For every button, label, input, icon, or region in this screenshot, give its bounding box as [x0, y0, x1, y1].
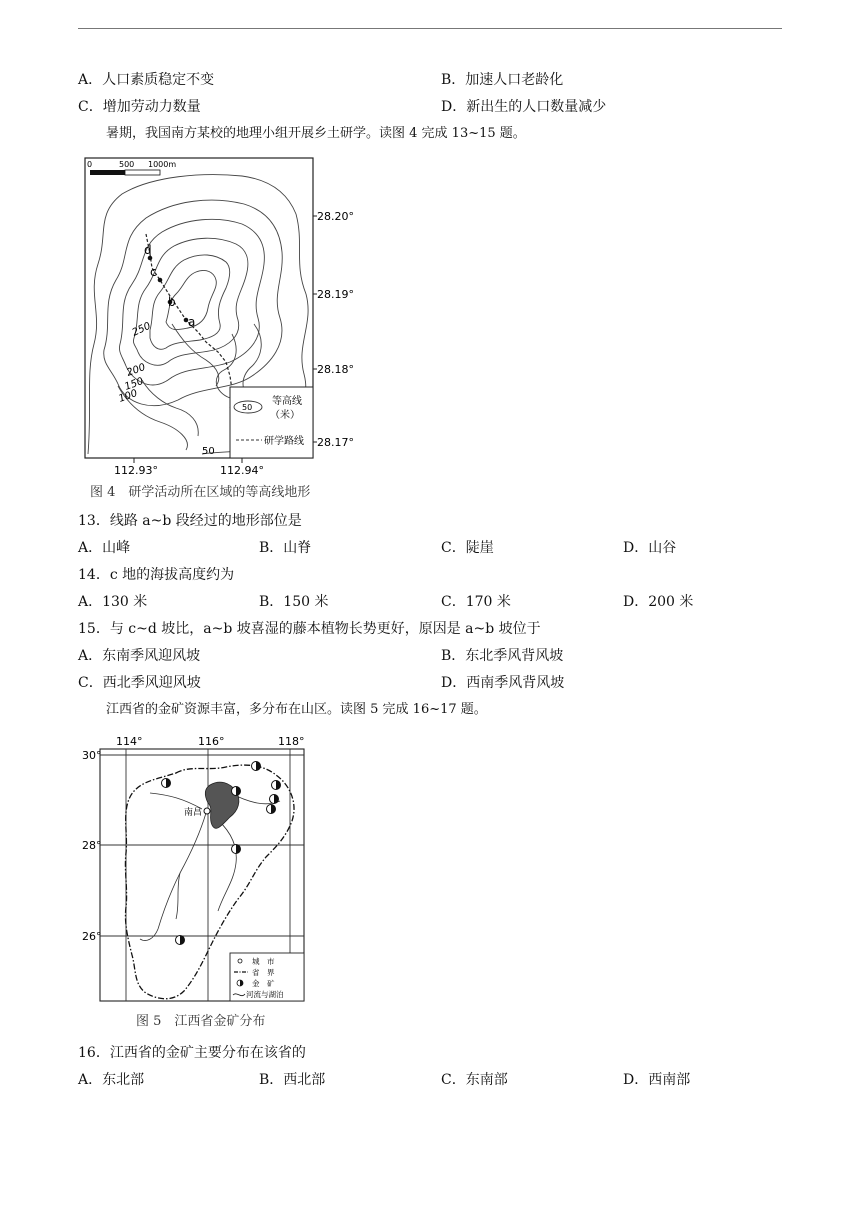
contour-label-200: 200	[125, 361, 147, 379]
q14-option-a[interactable]: A．130 米	[78, 594, 148, 610]
gold-mine	[267, 805, 276, 814]
lat-label-2817: 28.17°	[317, 436, 354, 449]
lat-label-2819: 28.19°	[317, 288, 354, 301]
q13-option-c[interactable]: C．陡崖	[441, 540, 494, 556]
lat5-26: 26°	[82, 930, 102, 943]
city-nanchang-label: 南昌	[184, 808, 203, 818]
lon-label-11294: 112.94°	[220, 464, 264, 477]
legend-contour-name: 等高线	[272, 396, 302, 407]
legend5-border: 省 界	[252, 968, 275, 977]
q14-option-d[interactable]: D．200 米	[623, 594, 694, 610]
point-c-label: c	[150, 265, 157, 279]
gold-mine	[252, 762, 261, 771]
q13-stem: 13．线路 a~b 段经过的地形部位是	[78, 513, 302, 529]
q12-option-c[interactable]: C．增加劳动力数量	[78, 99, 201, 115]
q15-option-c[interactable]: C．西北季风迎风坡	[78, 675, 201, 691]
legend5-gold-symbol	[237, 980, 243, 986]
q13-option-a[interactable]: A．山峰	[78, 540, 131, 556]
scale-bar-white	[125, 170, 160, 175]
gold-mine	[272, 781, 281, 790]
legend-route-label: 研学路线	[264, 436, 304, 447]
lat-label-2820: 28.20°	[317, 210, 354, 223]
gold-mine	[270, 795, 279, 804]
q16-option-c[interactable]: C．东南部	[441, 1072, 508, 1088]
q16-option-b[interactable]: B．西北部	[259, 1072, 326, 1088]
gold-mine	[162, 779, 171, 788]
scale-bar-black	[90, 170, 125, 175]
intro-figure5: 江西省的金矿资源丰富，多分布在山区。读图 5 完成 16~17 题。	[106, 702, 487, 717]
lat5-28: 28°	[82, 839, 102, 852]
scale-0: 0	[87, 160, 93, 169]
q15-option-a[interactable]: A．东南季风迎风坡	[78, 648, 201, 664]
q16-option-d[interactable]: D．西南部	[623, 1072, 691, 1088]
header-rule	[78, 28, 782, 29]
q13-option-b[interactable]: B．山脊	[259, 540, 312, 556]
legend5-river: 河流与湖泊	[246, 990, 284, 999]
intro-figure4: 暑期，我国南方某校的地理小组开展乡土研学。读图 4 完成 13~15 题。	[106, 126, 526, 141]
figure4-caption: 图 4 研学活动所在区域的等高线地形	[90, 485, 311, 500]
legend-contour-unit: （米）	[270, 410, 300, 421]
point-b-label: b	[168, 295, 176, 309]
lon5-116: 116°	[198, 735, 225, 748]
q14-option-b[interactable]: B．150 米	[259, 594, 329, 610]
figure5-jiangxi-map	[80, 733, 320, 1033]
q15-option-b[interactable]: B．东北季风背风坡	[441, 648, 564, 664]
q13-option-d[interactable]: D．山谷	[623, 540, 677, 556]
q14-stem: 14．c 地的海拔高度约为	[78, 567, 235, 583]
legend5-gold: 金 矿	[252, 979, 275, 988]
contour-label-50: 50	[202, 446, 215, 457]
point-c-marker	[158, 278, 163, 283]
q16-option-a[interactable]: A．东北部	[78, 1072, 145, 1088]
scale-500: 500	[119, 160, 135, 169]
q12-option-a[interactable]: A．人口素质稳定不变	[78, 72, 215, 88]
legend5-city: 城 市	[252, 957, 275, 966]
q12-option-d[interactable]: D．新出生的人口数量减少	[441, 99, 607, 115]
lat5-30: 30°	[82, 749, 102, 762]
lon5-114: 114°	[116, 735, 143, 748]
gold-mine	[232, 845, 241, 854]
q15-option-d[interactable]: D．西南季风背风坡	[441, 675, 565, 691]
lon5-118: 118°	[278, 735, 305, 748]
lat-label-2818: 28.18°	[317, 363, 354, 376]
legend-contour-value: 50	[242, 403, 253, 412]
q14-option-c[interactable]: C．170 米	[441, 594, 511, 610]
point-a-label: a	[188, 315, 196, 329]
lon-label-11293: 112.93°	[114, 464, 158, 477]
q12-option-b[interactable]: B．加速人口老龄化	[441, 72, 564, 88]
contour-label-150: 150	[123, 375, 145, 393]
figure4-svg	[82, 154, 372, 504]
q15-stem: 15．与 c~d 坡比，a~b 坡喜湿的藤本植物长势更好，原因是 a~b 坡位于	[78, 621, 541, 637]
figure5-svg	[80, 733, 320, 1033]
contour-label-100: 100	[117, 387, 139, 405]
scale-1000: 1000m	[148, 160, 177, 169]
figure5-caption: 图 5 江西省金矿分布	[136, 1014, 266, 1029]
legend5-city-symbol	[238, 959, 242, 963]
city-nanchang-marker	[204, 808, 210, 814]
figure4-contour-map	[82, 154, 372, 504]
q16-stem: 16．江西省的金矿主要分布在该省的	[78, 1045, 306, 1061]
gold-mine	[232, 787, 241, 796]
point-d-label: d	[144, 243, 152, 257]
contour-label-250: 250	[130, 320, 153, 339]
gold-mine	[176, 936, 185, 945]
